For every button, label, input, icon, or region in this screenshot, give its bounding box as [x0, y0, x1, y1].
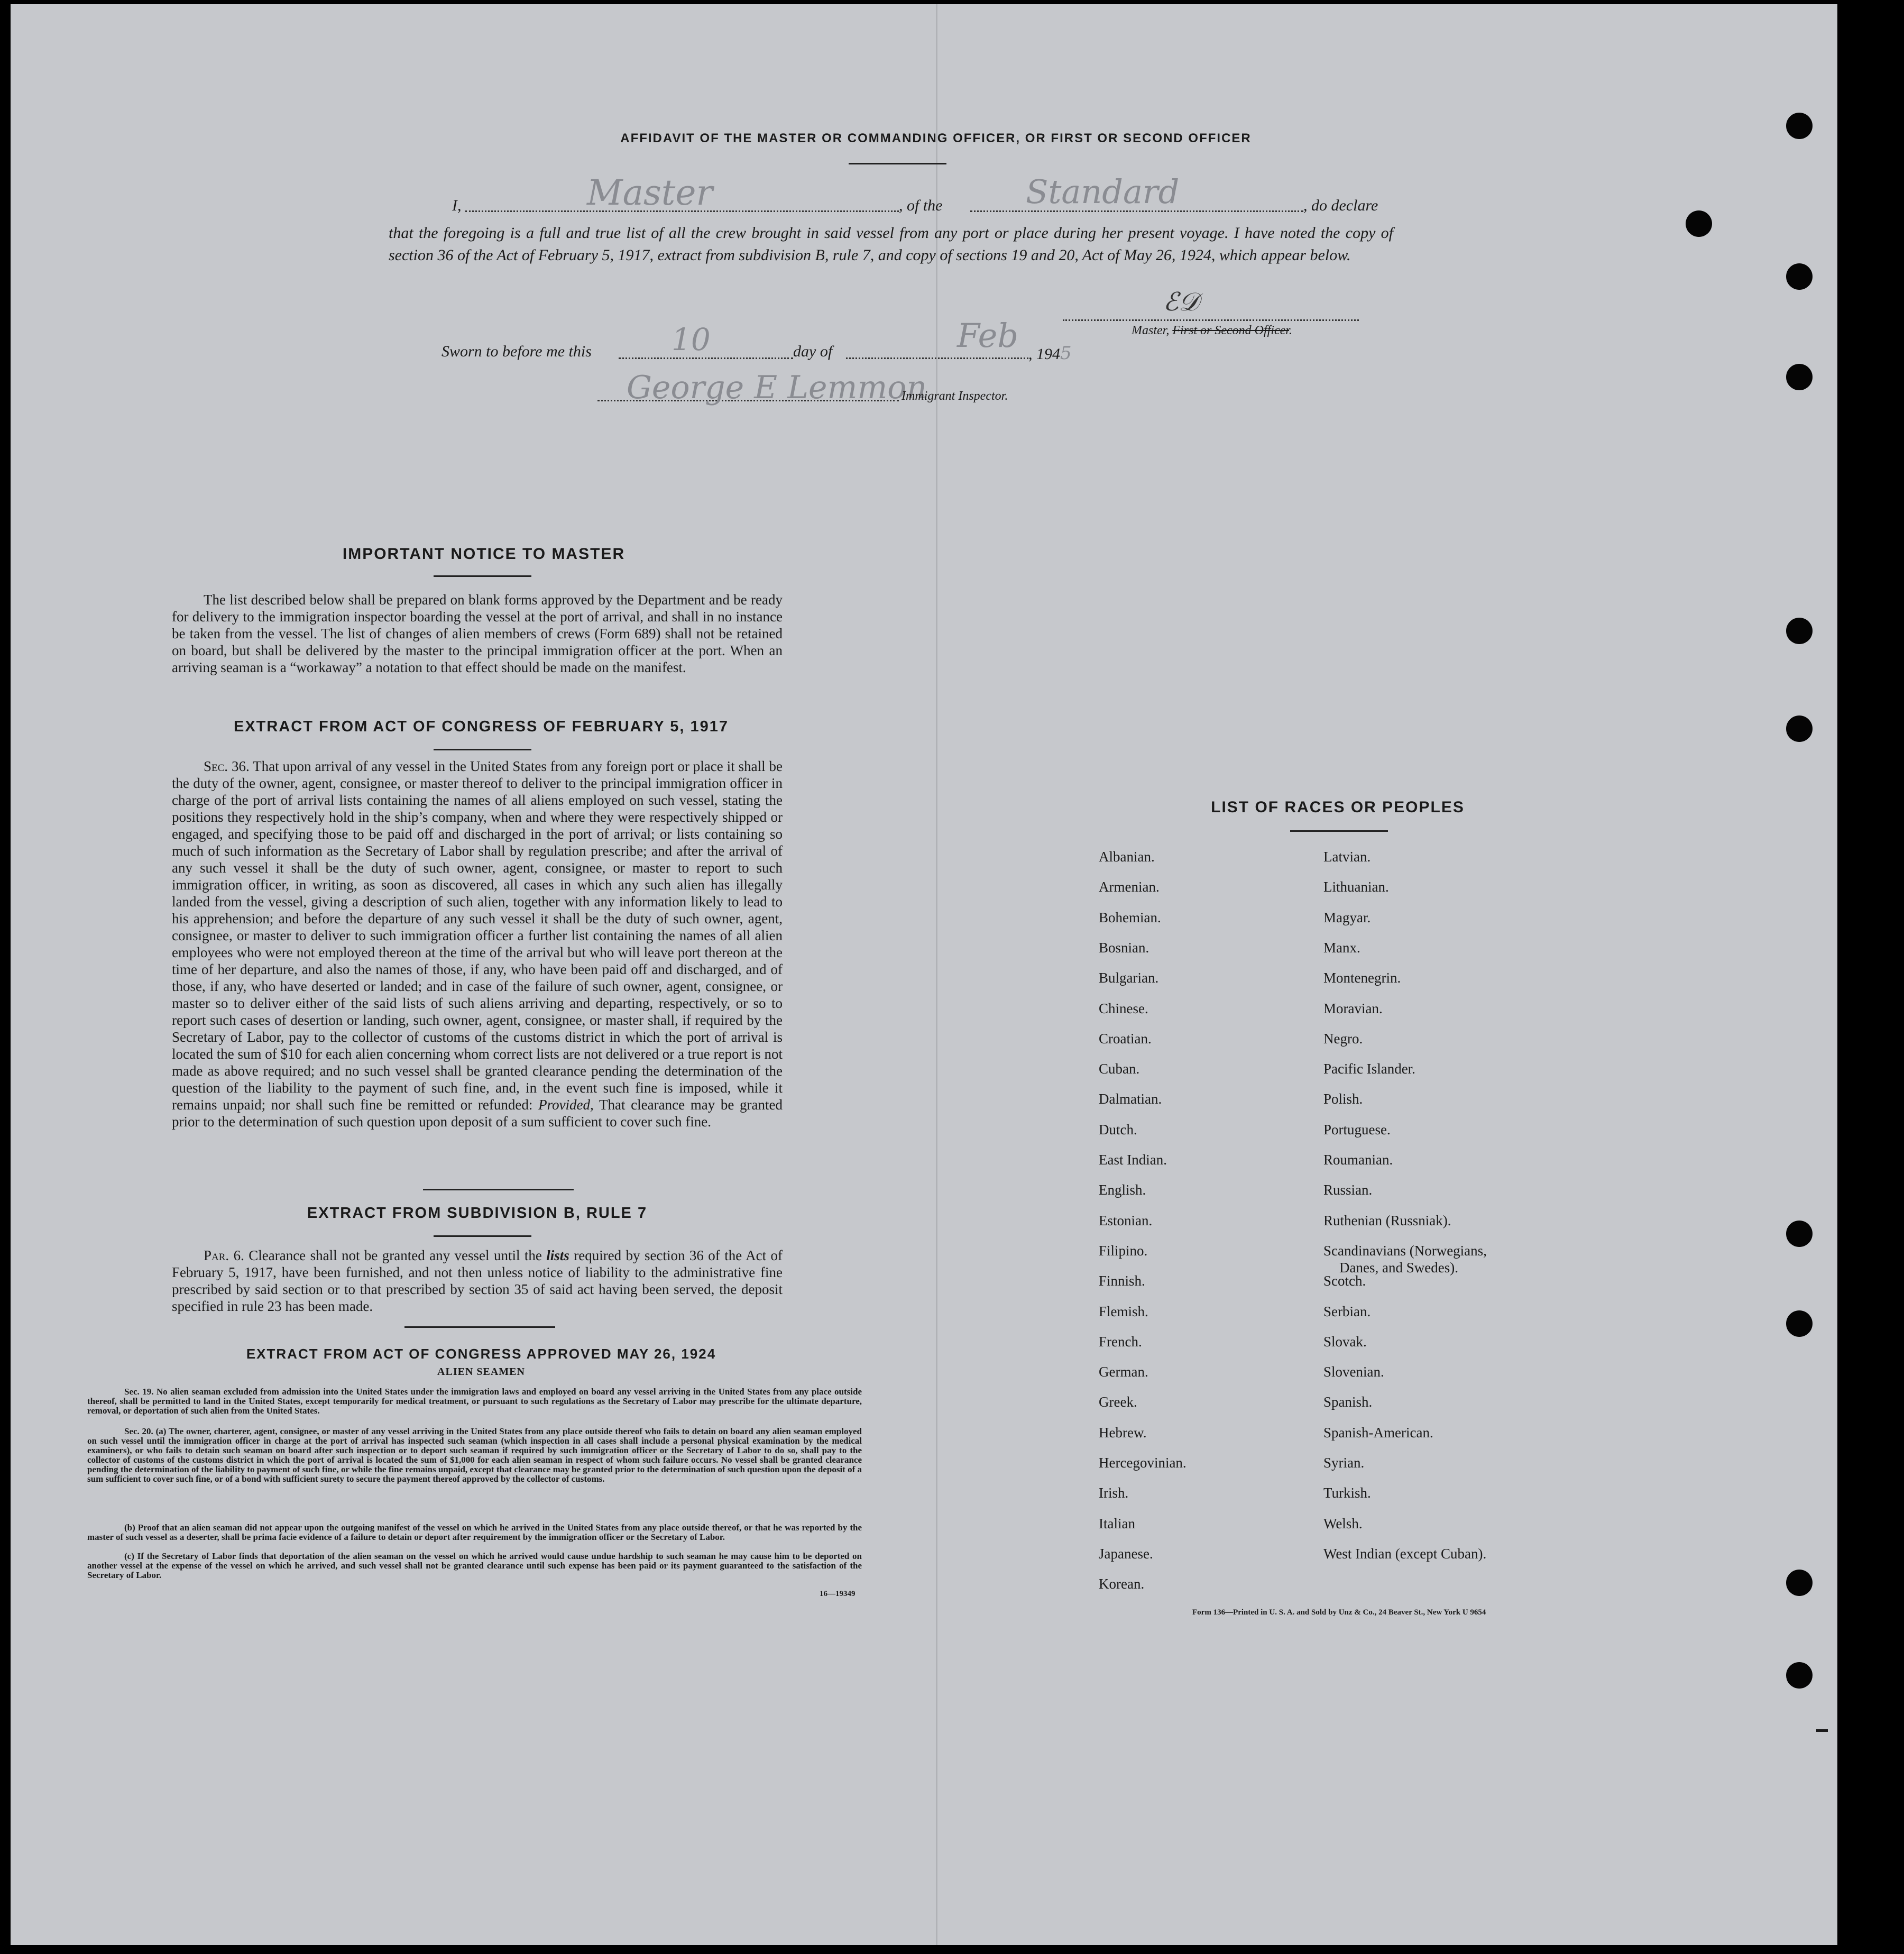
form-printer-line: Form 136—Printed in U. S. A. and Sold by Unz & Co., 24 Beaver St., New York U 9654 [1192, 1608, 1486, 1617]
punch-hole [1786, 1570, 1813, 1596]
vessel-handwritten: Standard [1026, 172, 1180, 211]
race-item: Polish. [1323, 1091, 1363, 1107]
race-item: Armenian. [1099, 879, 1160, 895]
race-item: Estonian. [1099, 1212, 1153, 1228]
sec36-label: Sec. 36. [204, 758, 250, 774]
extract1924-title: EXTRACT FROM ACT OF CONGRESS APPROVED MAY 26, 1924 [246, 1346, 716, 1362]
race-item: Negro. [1323, 1030, 1363, 1047]
notice-rule [434, 575, 531, 577]
affidavit-title: AFFIDAVIT OF THE MASTER OR COMMANDING OFFICER, OR FIRST OR SECOND OFFICER [620, 131, 1252, 145]
par6-text-b: required by section 36 of the Act of February 5, 1917, have been furnished, and not then unless notice of liability to the administrative fine prescribed by said section or to that prescribed by section 35 of said act having been served, the deposit specified in rule 23 has been made. [172, 1247, 783, 1314]
master-label-end: . [1289, 324, 1292, 337]
race-item: Scotch. [1323, 1273, 1366, 1289]
race-item: Hercegovinian. [1099, 1455, 1186, 1471]
race-item: Montenegrin. [1323, 970, 1401, 986]
sec20b-text: (b) Proof that an alien seaman did not appear upon the outgoing manifest of the vessel on which he arrived in the United States from any place outside thereof, or that he was reported by the master of such vessel as a deserter, shall be prima facie evidence of a failure to detain or deport after requirement by the immigration officer or the Secretary of Labor. [87, 1522, 862, 1542]
sec19-text: Sec. 19. No alien seaman excluded from admission into the United States under the immigration laws and employed on board any vessel arriving in the United States from any place outside thereof, shall be permitted to land in the United States, except temporarily for medical treatment, or pursuant to such regulations as the Secretary of Labor may prescribe for the ultimate departure, removal, or deportation of such alien from the United States. [87, 1387, 862, 1416]
race-item: German. [1099, 1364, 1148, 1380]
par6-label: Par. 6. [204, 1247, 244, 1263]
race-item: Ruthenian (Russniak). [1323, 1212, 1451, 1228]
lists-word: lists [546, 1247, 569, 1263]
race-item: Portuguese. [1323, 1121, 1391, 1137]
race-item: Spanish-American. [1323, 1424, 1433, 1441]
race-item: Manx. [1323, 939, 1360, 956]
race-item: Spanish. [1323, 1394, 1373, 1410]
race-item: Bohemian. [1099, 909, 1161, 925]
race-item: Bosnian. [1099, 939, 1149, 956]
sworn-label: Sworn to before me this [441, 343, 592, 360]
year-handwritten: 5 [1060, 343, 1072, 364]
race-item: Japanese. [1099, 1545, 1153, 1562]
title-rule [849, 163, 946, 164]
punch-hole [1786, 113, 1813, 139]
race-item: Dalmatian. [1099, 1091, 1162, 1107]
race-item: Moravian. [1323, 1000, 1383, 1016]
race-item: Welsh. [1323, 1515, 1363, 1531]
race-item: Serbian. [1323, 1303, 1371, 1319]
race-item: Roumanian. [1323, 1152, 1393, 1168]
race-item: Latvian. [1323, 849, 1371, 865]
provided-label: Provided, [538, 1097, 594, 1113]
rule7-body [172, 1247, 783, 1315]
races-title: LIST OF RACES OR PEOPLES [1211, 799, 1465, 816]
race-item: West Indian (except Cuban). [1323, 1545, 1487, 1562]
document-page [11, 4, 1837, 1945]
race-item: Albanian. [1099, 849, 1155, 865]
race-item: Hebrew. [1099, 1424, 1147, 1441]
punch-hole [1786, 715, 1813, 742]
sec20a-text: Sec. 20. (a) The owner, charterer, agent, consignee, or master of any vessel arriving in the United States from any place outside thereof who fails to detain on board any alien seaman employed on such vessel until the immigration officer in charge at the port of arrival has inspected such seaman (which inspection in all cases shall include a personal physical examination by the medical examiners), or who fails to detain such seaman on board after such inspection or to deport such seaman if required by such immigration officer or the Secretary of Labor to do so, shall pay to the collector of customs of the customs district in which the port of arrival is located the sum of $1,000 for each alien seaman in respect of whom such failure occurs. No vessel shall be granted clearance pending the determination of the liability to payment of such fine, or while the fine remains unpaid, except that clearance may be granted prior to the determination of such question upon the deposit of a sum sufficient to cover such fine, or of a bond with sufficient surety to secure the payment thereof approved by the collector of customs. [87, 1426, 862, 1484]
rule7-end-rule [404, 1326, 555, 1328]
extract1924-subtitle: ALIEN SEAMEN [437, 1366, 525, 1378]
punch-hole [1786, 1662, 1813, 1689]
races-rule [1290, 830, 1388, 832]
page-fold [936, 4, 937, 1945]
extract1917-end-rule [423, 1189, 574, 1190]
race-item: Turkish. [1323, 1485, 1371, 1501]
race-item: Danes, and Swedes). [1339, 1259, 1458, 1276]
year-prefix: , 194 [1028, 345, 1060, 363]
race-item: Russian. [1323, 1182, 1373, 1198]
race-item: Finnish. [1099, 1273, 1145, 1289]
month-handwritten: Feb [957, 316, 1019, 355]
race-item: English. [1099, 1182, 1146, 1198]
race-item: Dutch. [1099, 1121, 1137, 1137]
punch-hole [1786, 1221, 1813, 1247]
declare-label: , do declare [1303, 197, 1378, 214]
race-item: Bulgarian. [1099, 970, 1159, 986]
race-item: Cuban. [1099, 1061, 1140, 1077]
form-code: 16—19349 [820, 1590, 856, 1598]
of-the-label: , of the [899, 197, 943, 214]
race-item: Greek. [1099, 1394, 1137, 1410]
inspector-signature: George E Lemmon [627, 369, 927, 406]
extract1917-title: EXTRACT FROM ACT OF CONGRESS OF FEBRUARY 5, 1917 [233, 718, 729, 735]
sec36-text: That upon arrival of any vessel in the United States from any foreign port or place it shall be the duty of the owner, agent, consignee, or master thereof to deliver to the principal immigration officer in charge of the port of arrival lists containing the names of all aliens employed on such vessel, stating the positions they respectively hold in the ship’s company, when and where they were respectively shipped or engaged, and specifying those to be paid off and discharged in the port of arrival; or lists containing so much of such information as the Secretary of Labor shall by regulation prescribe; and after the arrival of any such vessel it shall be the duty of such owner, agent, consignee, or master to report to such immigration officer, in writing, as soon as discovered, all cases in which any such alien has illegally landed from the vessel, giving a description of such alien, together with any information likely to lead to his apprehension; and before the departure of any such vessel it shall be the duty of such owner, agent, consignee, or master to deliver to such immigration officer a further list containing the names of all alien employees who were not employed thereon at the time of the arrival but who will leave port thereon at the time of her departure, and also the names of those, if any, who have been paid off and discharged, and of those, if any, who have deserted or landed; and in case of the failure of such owner, agent, consignee, or master so to deliver either of the said lists of such aliens arriving and departing, respectively, or so to report such cases of desertion or landing, such owner, agent, consignee, or master shall, if required by the Secretary of Labor, pay to the collector of customs of the customs district in which the port of arrival is located the sum of $10 for each alien concerning whom correct lists are not delivered or a true report is not made as above required; and no such vessel shall be granted clearance pending the determination of the question of the liability to the payment of such fine, and, in the event such fine is imposed, while it remains unpaid; nor shall such fine be remitted or refunded: [172, 758, 783, 1113]
day-handwritten: 10 [672, 322, 711, 357]
year-label [1028, 343, 1072, 364]
day-line [619, 357, 793, 359]
master-signature-line [1063, 319, 1359, 321]
race-item: Irish. [1099, 1485, 1129, 1501]
race-item: Croatian. [1099, 1030, 1152, 1047]
sec36-text-end: That clearance may be granted prior to the determination of such question upon deposit of a sum sufficient to cover such fine. [172, 1097, 783, 1130]
month-line [846, 357, 1028, 359]
race-item: Slovenian. [1323, 1364, 1384, 1380]
sec20c-text: (c) If the Secretary of Labor finds that deportation of the alien seaman on the vessel on which he arrived would cause undue hardship to such seaman he may cause him to be deported on another vessel at the expense of the vessel on which he arrived, and such vessel shall not be granted clearance until such expense has been paid or its payment guaranteed to the satisfaction of the Secretary of Labor. [87, 1551, 862, 1580]
race-item: Italian [1099, 1515, 1135, 1531]
race-item: Slovak. [1323, 1333, 1367, 1350]
notice-title: IMPORTANT NOTICE TO MASTER [342, 545, 626, 563]
race-item: Flemish. [1099, 1303, 1148, 1319]
race-item: Filipino. [1099, 1242, 1148, 1259]
race-item: Magyar. [1323, 909, 1371, 925]
rule7-rule [434, 1235, 531, 1237]
race-item: East Indian. [1099, 1152, 1167, 1168]
master-officer-label [1132, 324, 1292, 338]
edge-mark [1816, 1729, 1828, 1732]
extract1917-body [172, 758, 783, 1130]
first-second-officer-label: First or Second Officer [1172, 324, 1289, 337]
inspector-label: Immigrant Inspector. [902, 389, 1008, 403]
race-item: Lithuanian. [1323, 879, 1389, 895]
rule7-title: EXTRACT FROM SUBDIVISION B, RULE 7 [307, 1205, 648, 1222]
punch-hole [1786, 263, 1813, 290]
race-item: Korean. [1099, 1576, 1145, 1592]
race-item: Pacific Islander. [1323, 1061, 1415, 1077]
punch-hole [1786, 364, 1813, 390]
day-of-label: day of [793, 343, 833, 360]
punch-hole [1686, 210, 1712, 237]
master-handwritten: Master [587, 172, 713, 213]
master-signature: ℰ𝒟 [1163, 287, 1199, 317]
master-label: Master, [1132, 324, 1173, 337]
punch-hole [1786, 618, 1813, 644]
race-item: French. [1099, 1333, 1142, 1350]
extract1917-rule [434, 749, 531, 750]
race-item: Syrian. [1323, 1455, 1365, 1471]
notice-body: The list described below shall be prepared on blank forms approved by the Department and be ready for delivery to the immigration inspector boarding the vessel at the port of arrival, and shall in no instance be taken from the vessel. The list of changes of alien members of crews (Form 689) shall not be retained on board, but shall be delivered by the master to the principal immigration officer at the port. When an arriving seaman is a “workaway” a notation to that effect should be made on the manifest. [172, 592, 783, 675]
race-item: Chinese. [1099, 1000, 1148, 1016]
i-label: I, [452, 197, 462, 214]
par6-text-a: Clearance shall not be granted any vessel until the [249, 1247, 542, 1263]
punch-hole [1786, 1310, 1813, 1337]
affidavit-body: that the foregoing is a full and true list of all the crew brought in said vessel from any port or place during her present voyage. I have noted the copy of section 36 of the Act of February 5, 1917, extract from subdivision B, rule 7, and copy of sections 19 and 20, Act of May 26, 1924, which appear below. [389, 224, 1393, 264]
race-item: Scandinavians (Norwegians, [1323, 1242, 1487, 1259]
